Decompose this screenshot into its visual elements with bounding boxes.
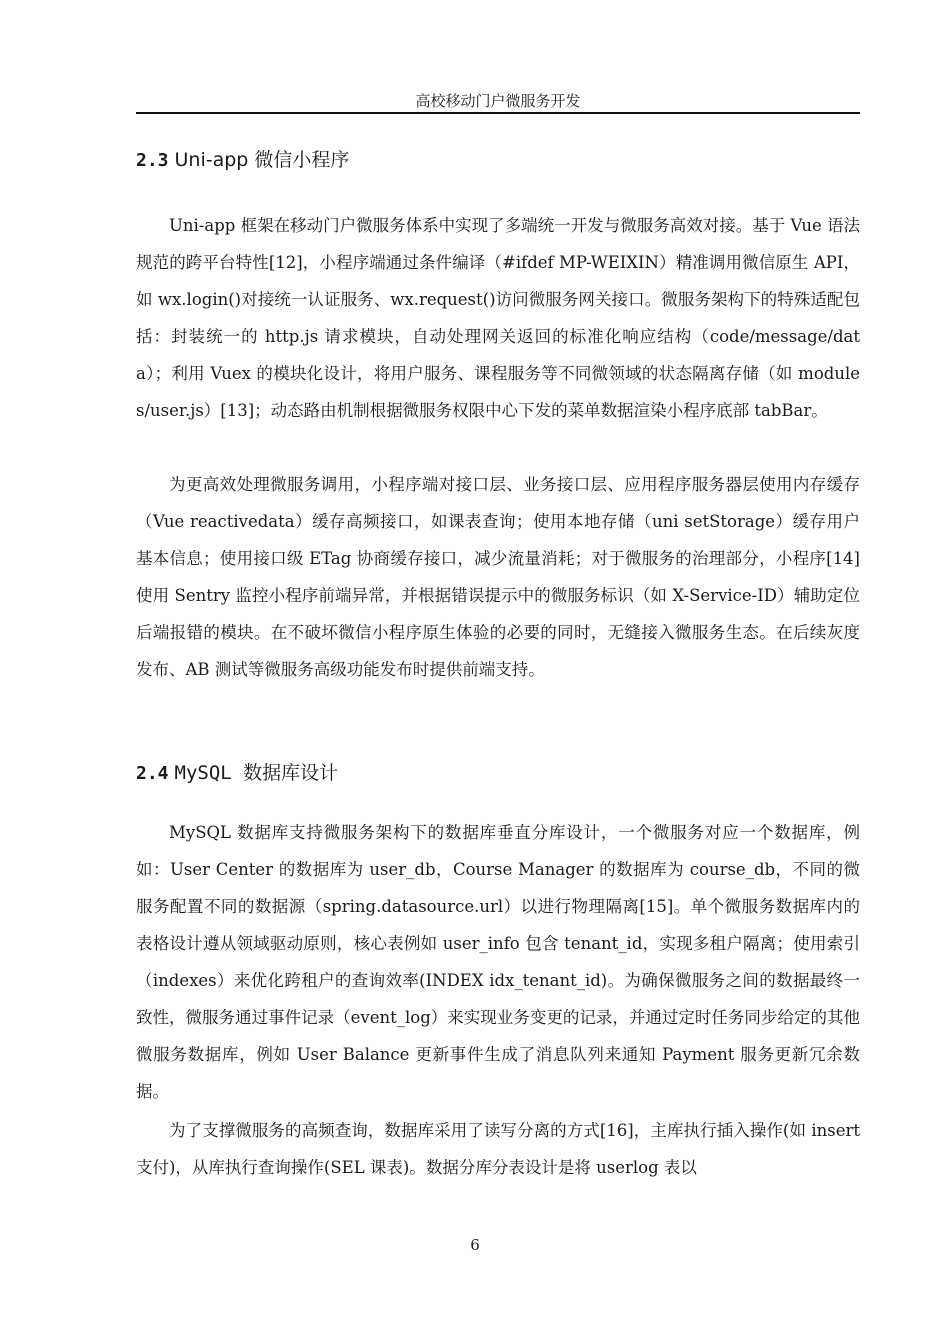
section-title: MySQL 数据库设计 <box>174 762 339 784</box>
section-heading-2-4 <box>136 760 338 787</box>
section-number: 2.3 <box>136 150 169 171</box>
paragraph: Uni-app 框架在移动门户微服务体系中实现了多端统一开发与微服务高效对接。基于 Vue 语法规范的跨平台特性[12]，小程序端通过条件编译（#ifdef MP-WEIXIN）精准调用微信原生 API，如 wx.login()对接统一认证服务、wx.request()访问微服务网关接口。微服务架构下的特殊适配包括：封装统一的 http.js 请求模块，自动处理网关返回的标准化响应结构（code/message/data）；利用 Vuex 的模块化设计，将用户服务、课程服务等不同微领域的状态隔离存储（如 modules/user.js）[13]；动态路由机制根据微服务权限中心下发的菜单数据渲染小程序底部 tabBar。 <box>136 216 860 420</box>
paragraph: 为更高效处理微服务调用，小程序端对接口层、业务接口层、应用程序服务器层使用内存缓存（Vue reactivedata）缓存高频接口，如课表查询；使用本地存储（uni setStorage）缓存用户基本信息；使用接口级 ETag 协商缓存接口，减少流量消耗；对于微服务的治理部分，小程序[14]使用 Sentry 监控小程序前端异常，并根据错误提示中的微服务标识（如 X-Service-ID）辅助定位后端报错的模块。在不破坏微信小程序原生体验的必要的同时，无缝接入微服务生态。在后续灰度发布、AB 测试等微服务高级功能发布时提供前端支持。 <box>136 475 860 679</box>
section-heading-2-3 <box>136 147 349 174</box>
section-title: Uni-app 微信小程序 <box>174 149 350 171</box>
section-number: 2.4 <box>136 763 169 784</box>
page-number: 6 <box>470 1236 480 1254</box>
paragraph: 为了支撑微服务的高频查询，数据库采用了读写分离的方式[16]，主库执行插入操作(如 insert 支付)，从库执行查询操作(SEL 课表)。数据分库分表设计是将 userlog 表以 <box>136 1121 860 1177</box>
running-header: 高校移动门户微服务开发 <box>415 92 581 110</box>
header-rule <box>136 112 860 114</box>
paragraph: MySQL 数据库支持微服务架构下的数据库垂直分库设计，一个微服务对应一个数据库，例如：User Center 的数据库为 user_db，Course Manager 的数据库为 course_db，不同的微服务配置不同的数据源（spring.datasource.url）以进行物理隔离[15]。单个微服务数据库内的表格设计遵从领域驱动原则，核心表例如 user_info 包含 tenant_id，实现多租户隔离；使用索引（indexes）来优化跨租户的查询效率(INDEX idx_tenant_id)。为确保微服务之间的数据最终一致性，微服务通过事件记录（event_log）来实现业务变更的记录，并通过定时任务同步给定的其他微服务数据库，例如 User Balance 更新事件生成了消息队列来通知 Payment 服务更新冗余数据。 <box>136 823 860 1101</box>
